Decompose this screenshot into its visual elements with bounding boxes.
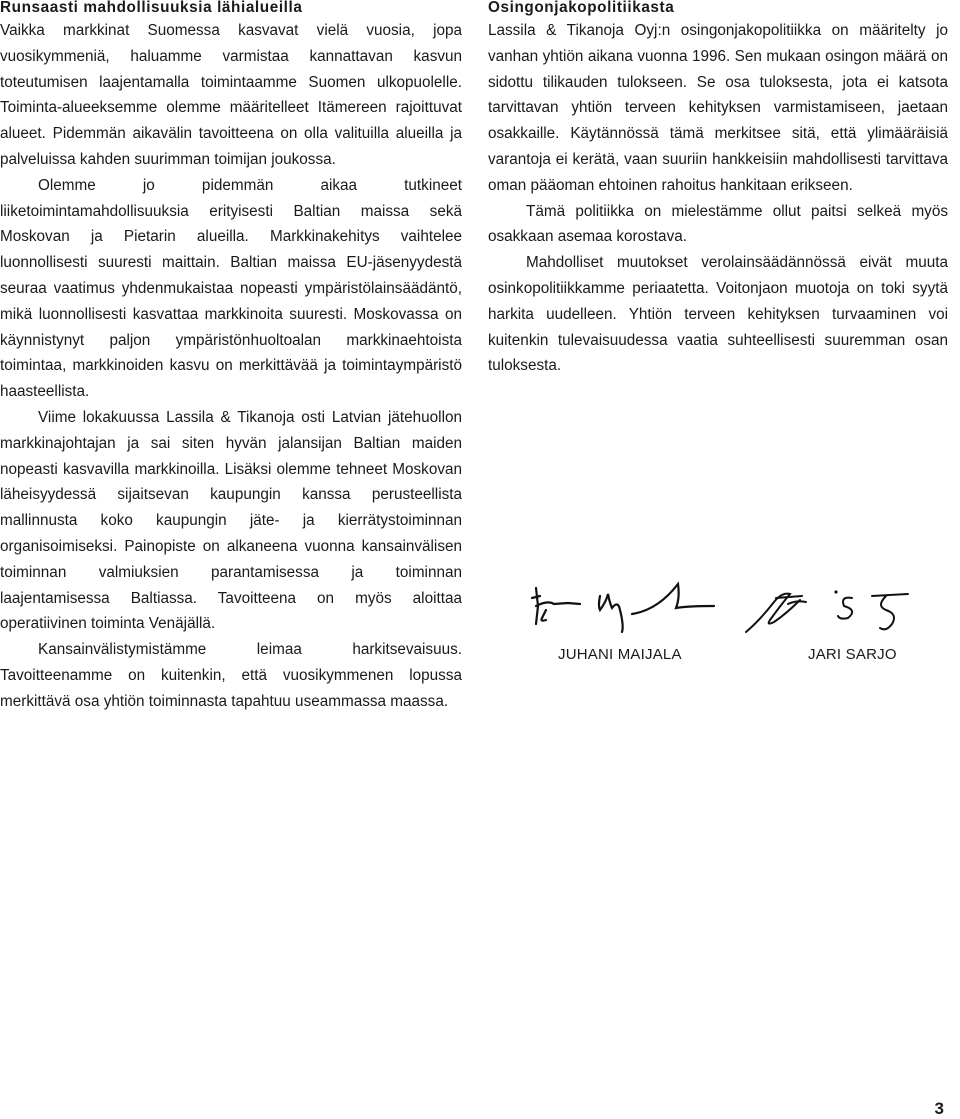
signature-block — [528, 580, 928, 670]
paragraph: Mahdolliset muutokset verolainsäädännössä eivät muuta osinkopolitiikkamme periaatetta. Voitonjaon muotoja on toki syytä harkita uudelleen. Yhtiön terveen kehityksen turvaaminen voi kuitenkin tulevaisuudessa vaatia suhteellisesti suuremman osan tuloksesta. — [488, 254, 948, 375]
right-column — [488, 0, 948, 379]
signature-jari-sarjo — [740, 580, 920, 640]
paragraph: Lassila & Tikanoja Oyj:n osingonjakopolitiikka on määritelty jo vanhan yhtiön aikana vuonna 1996. Sen mukaan osingon määrä on sidottu tilikauden tulokseen. Se osa tuloksesta, jota ei katsota tarvittavan yhtiön terveen kehityksen varmistamiseen, jaetaan osakkaille. Käytännössä tämä merkitsee sitä, että ylimääräisiä varantoja ei kerätä, vaan suuriin hankkeisiin mahdollisesti tarvittava oman pääoman ehtoinen rahoitus hankitaan erikseen. — [488, 22, 948, 194]
signer-name: JARI SARJO — [808, 646, 897, 663]
signature-juhani-maijala — [528, 580, 728, 640]
left-column — [0, 0, 462, 715]
section-heading-dividend-policy: Osingonjakopolitiikasta — [488, 0, 675, 16]
signer-name: JUHANI MAIJALA — [558, 646, 682, 663]
page-number: 3 — [934, 1099, 944, 1118]
paragraph: Viime lokakuussa Lassila & Tikanoja osti Latvian jätehuollon markkinajohtajan ja sai siten hyvän jalansijan Baltian maiden nopeasti kasvavilla markkinoilla. Lisäksi olemme tehneet Moskovan läheisyydessä sijaitsevan kaupungin kanssa perusteellista mallinnusta koko kaupungin jäte- ja kierrätystoiminnan organisoimiseksi. Painopiste on alkaneena vuonna kansainvälisen toiminnan valmiuksien parantamisessa ja toiminnan laajentamisessa Baltiassa. Tavoitteena on myös aloittaa operatiivinen toiminta Venäjällä. — [0, 408, 462, 633]
paragraph: Tämä politiikka on mielestämme ollut paitsi selkeä myös osakkaan asemaa korostava. — [488, 202, 948, 246]
section-heading-nearby-markets: Runsaasti mahdollisuuksia lähialueilla — [0, 0, 303, 16]
paragraph: Vaikka markkinat Suomessa kasvavat vielä vuosia, jopa vuosikymmeniä, haluamme varmistaa kannattavan kasvun toteutumisen laajentamalla toimintaamme Suomen ulkopuolelle. Toiminta-alueeksemme olemme määritelleet Itämereen rajoittuvat alueet. Pidemmän aikavälin tavoitteena on olla valituilla alueilla ja palveluissa kahden suurimman toimijan joukossa. — [0, 22, 462, 168]
paragraph: Kansainvälistymistämme leimaa harkitsevaisuus. Tavoitteenamme on kuitenkin, että vuosikymmenen lopussa merkittävä osa yhtiön toiminnasta tapahtuu useammassa maassa. — [0, 641, 462, 710]
paragraph: Olemme jo pidemmän aikaa tutkineet liiketoimintamahdollisuuksia erityisesti Baltian maissa sekä Moskovan ja Pietarin alueilla. Markkinakehitys vaihtelee luonnollisesti suuresti maittain. Baltian maissa EU-jäsenyydestä seuraa vaatimus yhdenmukaistaa nopeasti ympäristölainsäädäntö, mikä luonnollisesti kasvattaa markkinoita suuresti. Moskovassa on käynnistynyt paljon ympäristönhuoltoalan markkinaehtoista toimintaa, markkinoiden kasvu on merkittävää ja toimintaympäristö haasteellista. — [0, 176, 462, 401]
